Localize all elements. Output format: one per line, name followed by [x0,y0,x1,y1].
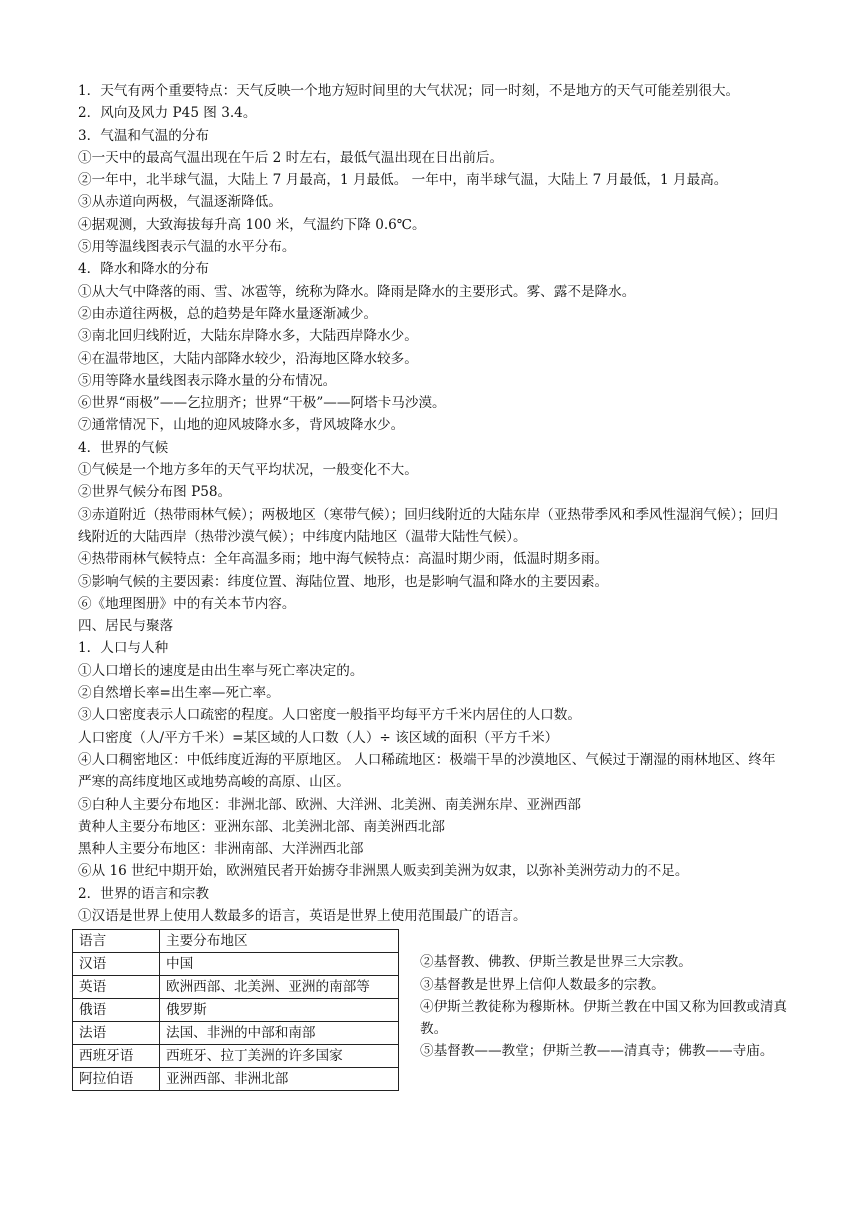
table-header-cell: 语言 [73,930,160,953]
text-line: ⑥世界“雨极”——乞拉朋齐；世界“干极”——阿塔卡马沙漠。 [78,395,446,412]
text-line: ①人口增长的速度是由出生率与死亡率决定的。 [78,662,364,679]
table-row [73,953,399,976]
table-row [73,1068,399,1091]
table-cell: 中国 [160,953,399,976]
table-row [73,1022,399,1045]
religion-notes [420,951,790,1062]
text-line: ②由赤道往两极，总的趋势是年降水量逐渐减少。 [78,305,378,322]
text-body [78,80,786,927]
text-line: ②一年中，北半球气温，大陆上 7 月最高，1 月最低。 一年中，南半球气温，大陆上 7 月最低，1 月最高。 [78,172,728,189]
text-line: ⑤白种人主要分布地区：非洲北部、欧洲、大洋洲、北美洲、南美洲东岸、亚洲西部 [78,796,581,813]
text-line: ④据观测，大致海拔每升高 100 米，气温约下降 0.6℃。 [78,216,426,233]
table-cell: 法语 [73,1022,160,1045]
text-line: ①从大气中降落的雨、雪、冰雹等，统称为降水。降雨是降水的主要形式。雾、露不是降水。 [78,283,636,300]
text-line: 黄种人主要分布地区：亚洲东部、北美洲北部、南美洲西北部 [78,818,446,835]
section-heading: 1．人口与人种 [78,640,169,657]
text-line: ③基督教是世界上信仰人数最多的宗教。 [420,976,665,993]
text-line: ④人口稠密地区：中低纬度近海的平原地区。 人口稀疏地区：极端干旱的沙漠地区、气候过于潮湿的雨林地区、终年严寒的高纬度地区或地势高峻的高原、山区。 [78,751,776,791]
table-cell: 欧洲西部、北美洲、亚洲的南部等 [160,976,399,999]
table-row [73,1045,399,1068]
table-header-row [73,930,399,953]
chapter-heading: 四、居民与聚落 [78,618,174,635]
text-line: ④热带雨林气候特点：全年高温多雨；地中海气候特点：高温时期少雨，低温时期多雨。 [78,551,609,568]
text-line: ⑤用等温线图表示气温的水平分布。 [78,239,296,256]
document-page [78,80,786,1099]
text-line: 2．风向及风力 P45 图 3.4。 [78,105,257,122]
text-line: ④伊斯兰教徒称为穆斯林。伊斯兰教在中国又称为回教或清真教。 [420,998,788,1038]
text-line: ①气候是一个地方多年的天气平均状况，一般变化不大。 [78,462,418,479]
text-line: ②基督教、佛教、伊斯兰教是世界三大宗教。 [420,954,692,971]
text-line: ③从赤道向两极，气温逐渐降低。 [78,194,282,211]
table-row [73,976,399,999]
text-line: ⑤影响气候的主要因素：纬度位置、海陆位置、地形，也是影响气温和降水的主要因素。 [78,573,609,590]
text-line: ⑥从 16 世纪中期开始，欧洲殖民者开始掳夺非洲黑人贩卖到美洲为奴隶，以弥补美洲劳动力的不足。 [78,863,689,880]
text-line: ①汉语是世界上使用人数最多的语言，英语是世界上使用范围最广的语言。 [78,907,527,924]
table-row [73,999,399,1022]
section-heading: 2．世界的语言和宗教 [78,885,209,902]
section-heading: 4．世界的气候 [78,439,169,456]
section-heading: 3．气温和气温的分布 [78,127,209,144]
table-cell: 英语 [73,976,160,999]
table-header-cell: 主要分布地区 [160,930,399,953]
text-line: ③南北回归线附近，大陆东岸降水多，大陆西岸降水少。 [78,328,418,345]
table-cell: 俄罗斯 [160,999,399,1022]
text-line: ②自然增长率=出生率—死亡率。 [78,685,280,702]
table-cell: 汉语 [73,953,160,976]
table-cell: 西班牙、拉丁美洲的许多国家 [160,1045,399,1068]
text-line: ⑦通常情况下，山地的迎风坡降水多，背风坡降水少。 [78,417,405,434]
text-line: ③赤道附近（热带雨林气候）；两极地区（寒带气候）；回归线附近的大陆东岸（亚热带季风和季风性湿润气候）；回归线附近的大陆西岸（热带沙漠气候）；中纬度内陆地区（温带大陆性气候）。 [78,506,779,545]
language-table [72,929,399,1091]
text-line: ⑤用等降水量线图表示降水量的分布情况。 [78,372,337,389]
text-line: 1．天气有两个重要特点：天气反映一个地方短时间里的大气状况；同一时刻，不是地方的天气可能差别很大。 [78,83,740,99]
text-line: ⑤基督教——教堂；伊斯兰教——清真寺；佛教——寺庙。 [420,1043,774,1060]
text-line: ②世界气候分布图 P58。 [78,484,232,501]
text-line: 黑种人主要分布地区：非洲南部、大洋洲西北部 [78,841,364,858]
text-line: ①一天中的最高气温出现在午后 2 时左右，最低气温出现在日出前后。 [78,149,504,166]
table-cell: 俄语 [73,999,160,1022]
language-religion-section [78,929,786,1099]
formula-line: 人口密度（人/平方千米）=某区域的人口数（人）÷ 该区域的面积（平方千米） [78,729,559,746]
table-cell: 法国、非洲的中部和南部 [160,1022,399,1045]
table-cell: 阿拉伯语 [73,1068,160,1091]
section-heading: 4．降水和降水的分布 [78,261,209,278]
table-cell: 西班牙语 [73,1045,160,1068]
text-line: ⑥《地理图册》中的有关本节内容。 [78,595,296,612]
text-line: ④在温带地区，大陆内部降水较少，沿海地区降水较多。 [78,350,418,367]
text-line: ③人口密度表示人口疏密的程度。人口密度一般指平均每平方千米内居住的人口数。 [78,707,581,724]
table-cell: 亚洲西部、非洲北部 [160,1068,399,1091]
